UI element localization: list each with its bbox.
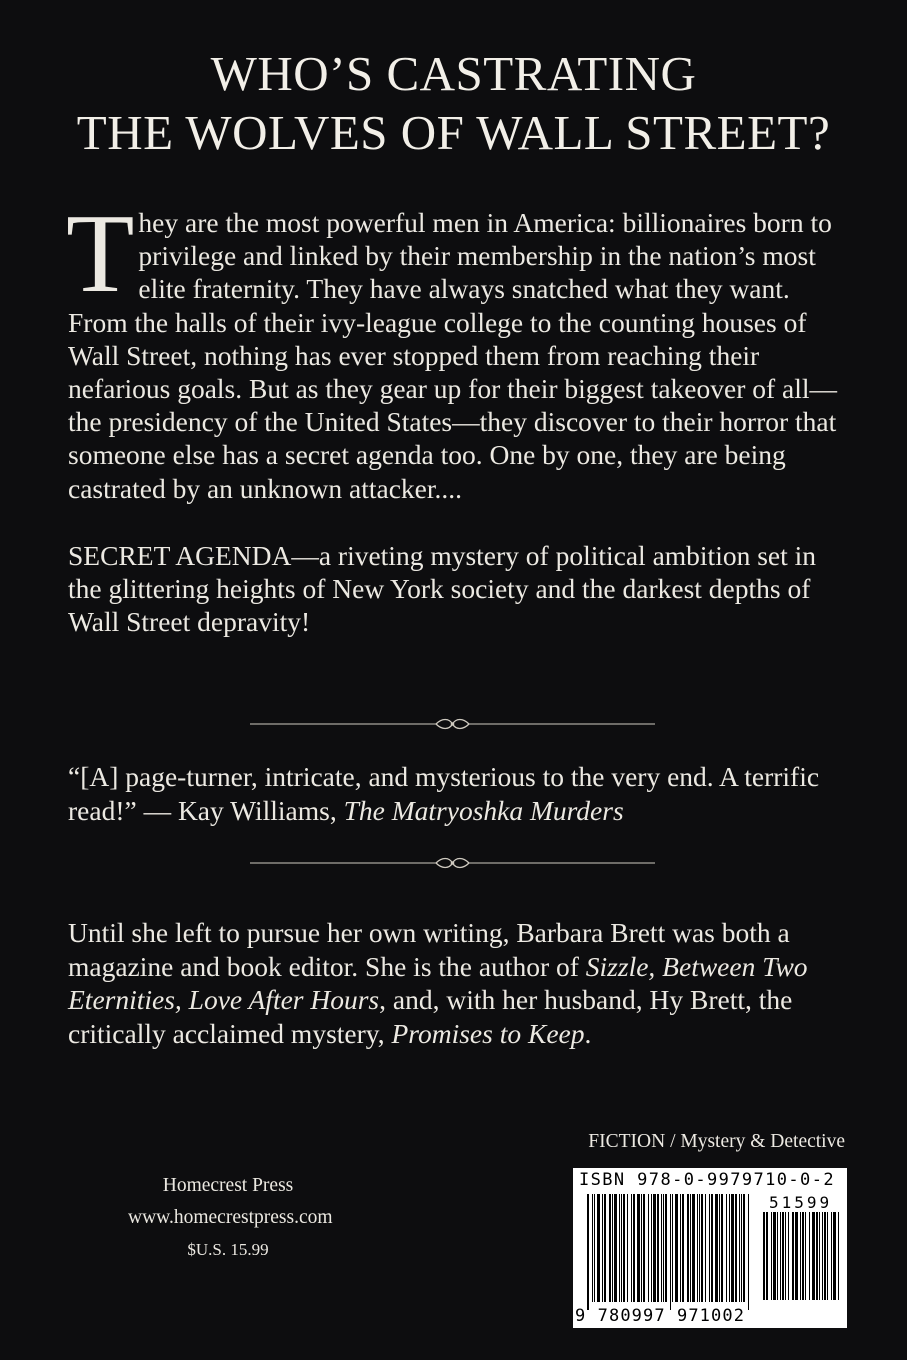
barcode-bar — [719, 1194, 720, 1302]
barcode-bar — [648, 1194, 649, 1302]
barcode-bar — [627, 1194, 628, 1302]
ornamental-divider-top — [250, 716, 655, 732]
barcode-bar — [609, 1194, 611, 1302]
barcode-bar — [709, 1194, 710, 1302]
barcode-bar — [748, 1194, 749, 1310]
barcode-bar — [729, 1194, 730, 1302]
addon-bar — [785, 1212, 786, 1300]
barcode-bar — [731, 1194, 734, 1302]
headline-line-2: THE WOLVES OF WALL STREET? — [76, 105, 831, 160]
blurb-paragraph-1-text: hey are the most powerful men in America: billionaires born to privilege and linked by their membership in the nation’s most elite fraternity. They have always snatched what they want. From the halls of their ivy-league college to the counting houses of Wall Street, nothing has ever stopped them from reaching their nefarious goals. But as they gear up for their biggest takeover of all—the presidency of the United States—they discover to their horror that someone else has a secret agenda too. One by one, they are being castrated by an unknown attacker.... — [68, 207, 838, 504]
bio-text-2: , and, with her husband, Hy Brett, the critically acclaimed mystery, — [68, 984, 793, 1049]
barcode-bar — [675, 1194, 678, 1302]
barcode-bar — [672, 1194, 673, 1302]
publisher-name: Homecrest Press — [162, 1175, 294, 1196]
addon-bar — [816, 1212, 818, 1300]
publisher-info — [128, 1170, 333, 1266]
addon-bar — [800, 1212, 801, 1300]
barcode-bar — [739, 1194, 740, 1302]
addon-bar — [780, 1212, 781, 1300]
barcode-digits: 9 780997 971002 — [575, 1306, 746, 1326]
addon-bar — [819, 1212, 820, 1300]
headline — [0, 44, 907, 162]
bio-text-3: . — [584, 1017, 592, 1049]
addon-bar — [838, 1212, 839, 1300]
ornamental-divider-bottom — [250, 855, 655, 871]
barcode-bar — [721, 1194, 723, 1302]
addon-bar — [833, 1212, 836, 1300]
addon-bar — [822, 1212, 823, 1300]
barcode-bar — [670, 1194, 671, 1310]
barcode-bar — [726, 1194, 727, 1302]
review-quote — [68, 760, 848, 828]
blurb — [66, 192, 840, 638]
barcode-bar — [653, 1194, 656, 1302]
blurb-paragraph-1 — [66, 192, 840, 505]
barcode-bar — [743, 1194, 745, 1302]
barcode-bar — [665, 1194, 667, 1302]
isbn-label: ISBN 978-0-9979710-0-2 — [579, 1170, 835, 1190]
barcode-bar — [711, 1194, 713, 1302]
addon-bar — [831, 1212, 832, 1300]
barcode-bar — [690, 1194, 691, 1302]
barcode-bar — [614, 1194, 617, 1302]
barcode-bar — [587, 1194, 589, 1310]
bio-titles: Sizzle, Between Two Eternities, Love After Hours — [68, 950, 808, 1015]
bio-title-promises: Promises to Keep — [391, 1017, 585, 1049]
price: $U.S. 15.99 — [187, 1240, 269, 1259]
barcode-bar — [697, 1194, 698, 1302]
isbn-barcode — [573, 1168, 847, 1328]
barcode-bar — [687, 1194, 689, 1302]
bio-text-1: Until she left to pursue her own writing, Barbara Brett was both a magazine and book editor. She is the author of — [68, 917, 790, 982]
addon-bar — [805, 1212, 806, 1300]
addon-bar — [777, 1212, 778, 1300]
review-quote-text: “[A] page-turner, intricate, and mysterious to the very end. A terrific read!” — [68, 761, 820, 826]
addon-bar — [809, 1212, 810, 1300]
barcode-bar — [715, 1194, 718, 1302]
barcode-bar — [699, 1194, 700, 1302]
barcode-bar — [633, 1194, 635, 1302]
barcode-bar — [621, 1194, 622, 1302]
addon-bar — [812, 1212, 815, 1300]
barcode-bar — [705, 1194, 706, 1302]
addon-bar — [824, 1212, 826, 1300]
addon-bar — [763, 1212, 765, 1300]
barcode-bar — [597, 1194, 600, 1302]
author-bio — [68, 916, 848, 1050]
addon-bar — [773, 1212, 776, 1300]
addon-bar — [802, 1212, 804, 1300]
barcode-bar — [602, 1194, 603, 1302]
genre-category: FICTION / Mystery & Detective — [588, 1131, 845, 1152]
addon-bar — [788, 1212, 789, 1300]
barcode-bar — [663, 1194, 664, 1302]
review-attribution: — Kay Williams, — [136, 795, 344, 826]
barcode-bar — [641, 1194, 642, 1302]
barcode-bar — [680, 1194, 681, 1302]
barcode-bar — [741, 1194, 742, 1302]
barcode-bar — [594, 1194, 595, 1302]
barcode-bars — [573, 1168, 847, 1328]
review-source-title: The Matryoshka Murders — [343, 795, 624, 826]
barcode-bar — [657, 1194, 659, 1302]
publisher-website: www.homecrestpress.com — [128, 1207, 333, 1228]
barcode-bar — [631, 1194, 632, 1302]
barcode-bar — [661, 1194, 662, 1302]
addon-bar — [771, 1212, 772, 1300]
drop-cap: T — [66, 192, 135, 316]
barcode-addon-digits: 51599 — [769, 1193, 833, 1212]
blurb-paragraph-2: SECRET AGENDA—a riveting mystery of political ambition set in the glittering heights of New York society and the darkest depths of Wall Street depravity! — [68, 539, 817, 638]
barcode-bar — [637, 1194, 640, 1302]
barcode-bar — [604, 1194, 606, 1302]
addon-bar — [827, 1212, 828, 1300]
barcode-bar — [692, 1194, 695, 1302]
barcode-bar — [682, 1194, 684, 1302]
barcode-bar — [619, 1194, 620, 1302]
addon-bar — [782, 1212, 784, 1300]
barcode-bar — [623, 1194, 625, 1302]
addon-bar — [792, 1212, 794, 1300]
barcode-bar — [592, 1194, 593, 1302]
barcode-bar — [651, 1194, 652, 1302]
headline-line-1: WHO’S CASTRATING — [210, 46, 697, 101]
addon-bar — [795, 1212, 798, 1300]
barcode-bar — [735, 1194, 737, 1302]
barcode-bar — [612, 1194, 613, 1302]
addon-bar — [766, 1212, 768, 1300]
barcode-bar — [701, 1194, 703, 1302]
barcode-bar — [643, 1194, 645, 1302]
